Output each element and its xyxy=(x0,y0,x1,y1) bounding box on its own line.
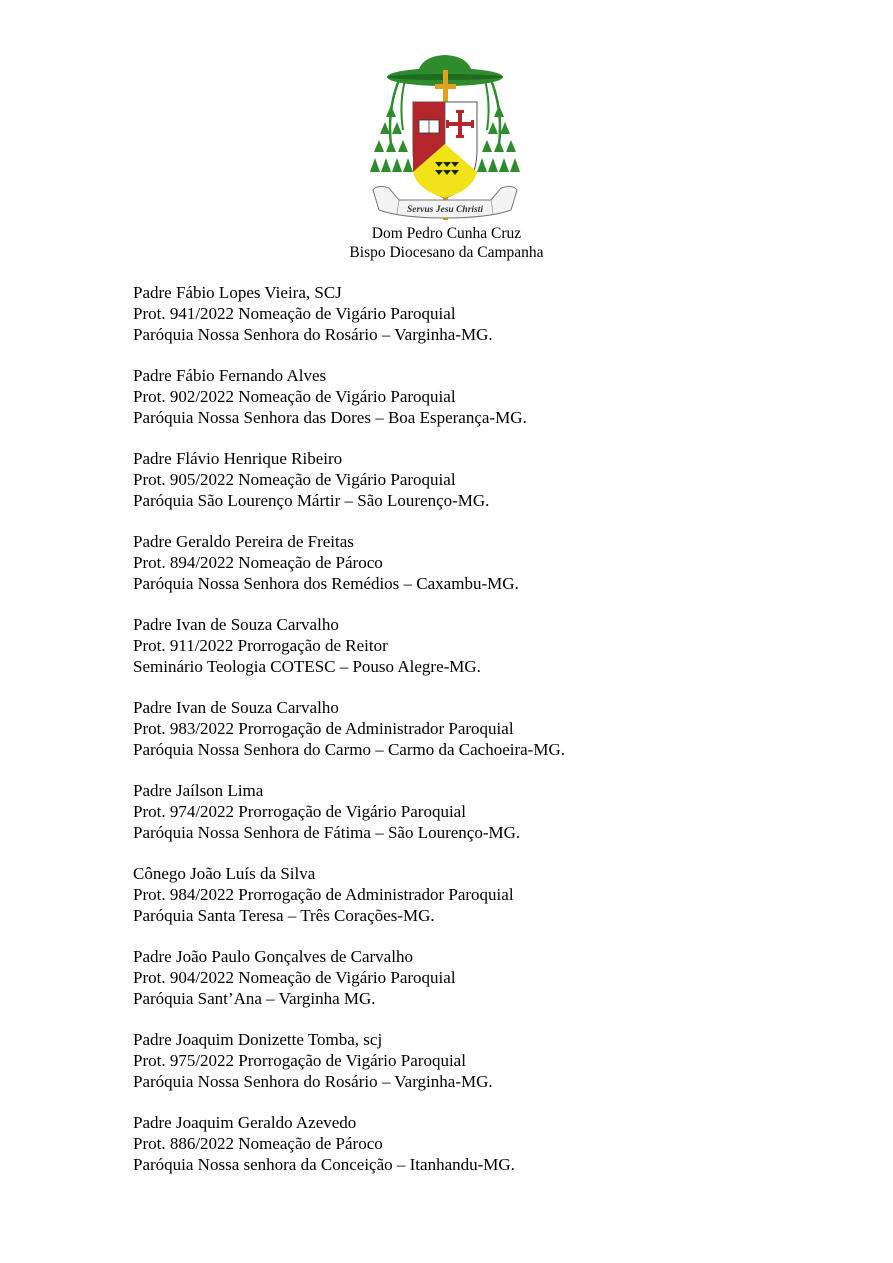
appointment-entry xyxy=(133,781,853,843)
entry-place: Paróquia Nossa Senhora das Dores – Boa Esperança-MG. xyxy=(133,407,527,427)
entry-person: Padre Fábio Fernando Alves xyxy=(133,366,327,385)
entry-place: Paróquia Sant’Ana – Varginha MG. xyxy=(133,988,376,1008)
entry-place: Paróquia Nossa Senhora de Fátima – São Lourenço-MG. xyxy=(133,822,521,842)
entry-place: Paróquia São Lourenço Mártir – São Lourenço-MG. xyxy=(133,490,490,510)
entry-place: Seminário Teologia COTESC – Pouso Alegre-MG. xyxy=(133,656,481,676)
appointment-entry xyxy=(133,449,853,511)
entry-act: Prot. 894/2022 Nomeação de Pároco xyxy=(133,552,383,572)
entry-person: Padre Ivan de Souza Carvalho xyxy=(133,615,339,634)
entry-act: Prot. 974/2022 Prorrogação de Vigário Paroquial xyxy=(133,801,466,821)
entry-person: Padre Joaquim Geraldo Azevedo xyxy=(133,1113,357,1132)
entry-act: Prot. 983/2022 Prorrogação de Administrador Paroquial xyxy=(133,718,514,738)
entry-person: Cônego João Luís da Silva xyxy=(133,864,316,883)
entry-act: Prot. 911/2022 Prorrogação de Reitor xyxy=(133,635,388,655)
appointment-entry xyxy=(133,864,853,926)
appointment-entry xyxy=(133,698,853,760)
entry-act: Prot. 904/2022 Nomeação de Vigário Paroquial xyxy=(133,967,456,987)
entry-place: Paróquia Nossa Senhora do Rosário – Varginha-MG. xyxy=(133,1071,493,1091)
entry-act: Prot. 975/2022 Prorrogação de Vigário Paroquial xyxy=(133,1050,466,1070)
appointment-entry xyxy=(133,283,853,345)
appointment-entry xyxy=(133,532,853,594)
entry-act: Prot. 984/2022 Prorrogação de Administrador Paroquial xyxy=(133,884,514,904)
entry-person: Padre Jaílson Lima xyxy=(133,781,264,800)
entry-act: Prot. 902/2022 Nomeação de Vigário Paroquial xyxy=(133,386,456,406)
entry-person: Padre João Paulo Gonçalves de Carvalho xyxy=(133,947,413,966)
bishop-name: Dom Pedro Cunha Cruz xyxy=(371,225,522,242)
appointment-entry xyxy=(133,1113,853,1175)
entry-place: Paróquia Nossa senhora da Conceição – Itanhandu-MG. xyxy=(133,1154,515,1174)
appointment-entry xyxy=(133,947,853,1009)
entry-place: Paróquia Nossa Senhora do Rosário – Varginha-MG. xyxy=(133,324,493,344)
entry-person: Padre Fábio Lopes Vieira, SCJ xyxy=(133,283,342,302)
entry-place: Paróquia Nossa Senhora do Carmo – Carmo da Cachoeira-MG. xyxy=(133,739,565,759)
entry-act: Prot. 905/2022 Nomeação de Vigário Paroquial xyxy=(133,469,456,489)
entry-act: Prot. 941/2022 Nomeação de Vigário Paroquial xyxy=(133,303,456,323)
appointment-entry xyxy=(133,615,853,677)
entry-act: Prot. 886/2022 Nomeação de Pároco xyxy=(133,1133,383,1153)
entry-place: Paróquia Santa Teresa – Três Corações-MG. xyxy=(133,905,435,925)
entry-person: Padre Geraldo Pereira de Freitas xyxy=(133,532,354,551)
appointment-entry xyxy=(133,1030,853,1092)
entry-person: Padre Ivan de Souza Carvalho xyxy=(133,698,339,717)
entry-person: Padre Joaquim Donizette Tomba, scj xyxy=(133,1030,383,1049)
bishop-title: Bispo Diocesano da Campanha xyxy=(349,244,544,261)
entry-person: Padre Flávio Henrique Ribeiro xyxy=(133,449,343,468)
coat-of-arms xyxy=(369,50,521,228)
motto-text: Servus Jesu Christi xyxy=(406,205,484,215)
appointments-list xyxy=(133,283,853,1196)
appointment-entry xyxy=(133,366,853,428)
entry-place: Paróquia Nossa Senhora dos Remédios – Caxambu-MG. xyxy=(133,573,519,593)
